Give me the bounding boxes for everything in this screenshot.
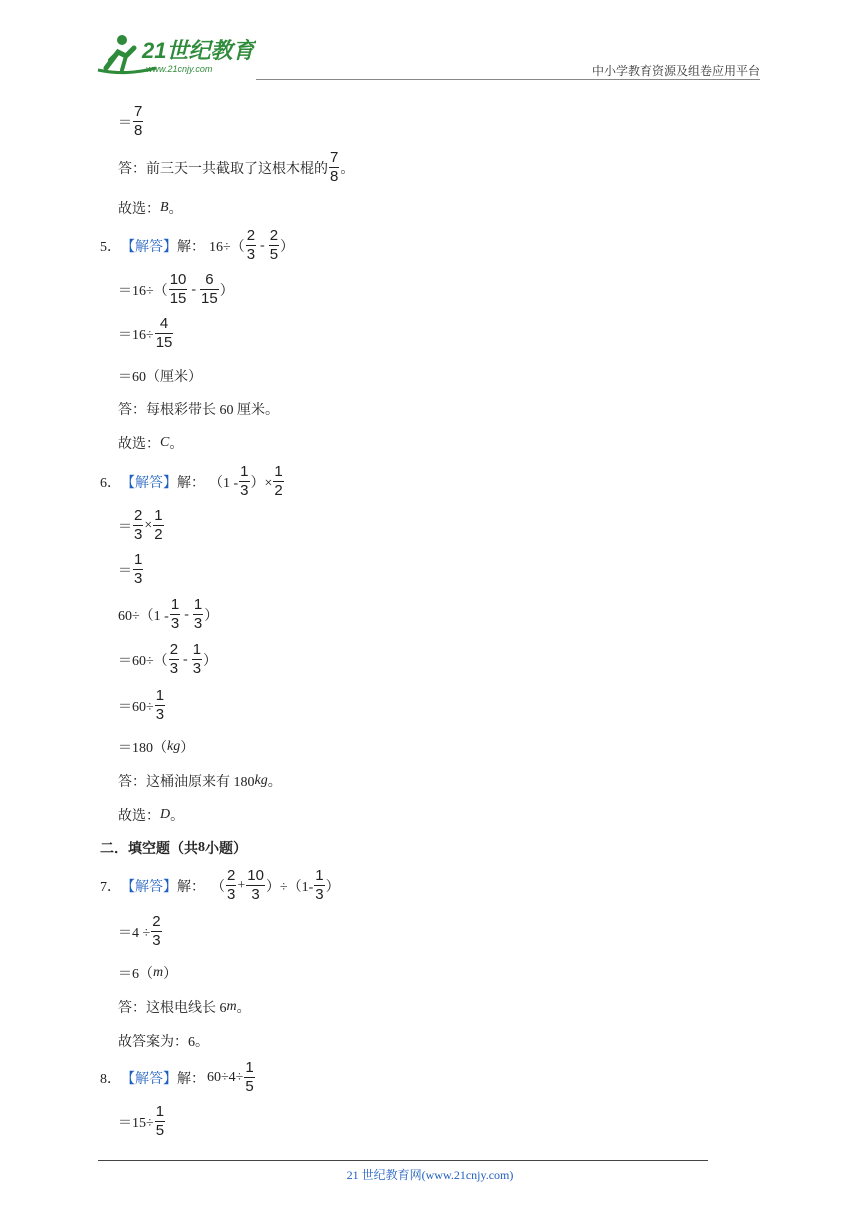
site-name: 中小学教育资源及组卷应用平台	[591, 64, 760, 78]
q6-line-1: 6． 【解答】 解： （1 - $\frac{1}{3}$ ）× $\frac{1}{2}$	[100, 463, 283, 499]
q6-line-4: 60÷（1 - $\frac{1}{3}$ - $\frac{1}{3}$ ）	[118, 596, 219, 632]
fraction: $\frac{2}{5}$	[269, 227, 279, 263]
q4-choice: 故选： B 。	[118, 200, 183, 217]
answer-tag: 【解答】	[121, 475, 177, 491]
equals: ＝	[118, 115, 132, 131]
fraction: $\frac{1}{2}$	[154, 507, 163, 543]
fraction: $\frac{7}{8}$	[330, 149, 339, 185]
fraction: $\frac{1}{3}$	[315, 867, 324, 903]
fraction: $\frac{1}{5}$	[155, 1103, 165, 1139]
fraction: $\frac{1}{3}$	[193, 596, 203, 632]
q5-line-2: ＝16÷（ $\frac{10}{15}$ - $\frac{6}{15}$ ）	[118, 271, 234, 307]
question-number: 6．	[100, 475, 121, 491]
fraction: $\frac{2}{3}$	[246, 227, 256, 263]
q6-choice: 故选： D 。	[118, 807, 185, 824]
fraction: $\frac{1}{3}$	[155, 687, 165, 723]
q4-line-1	[118, 104, 144, 139]
q6-line-5: ＝60÷（ $\frac{2}{3}$ - $\frac{1}{3}$ ）	[118, 641, 218, 677]
q7-answer: 答：这根电线长 6 m 。	[118, 999, 251, 1016]
answer-tag: 【解答】	[121, 1071, 177, 1087]
q5-answer: 答：每根彩带长 60 厘米。	[118, 403, 279, 418]
q8-line-2: ＝15÷ $\frac{1}{5}$	[118, 1103, 165, 1139]
fraction: $\frac{2}{3}$	[152, 913, 161, 949]
fraction: $\frac{4}{15}$	[155, 315, 173, 351]
section-title: 二．填空题（共 8 小题）	[100, 840, 247, 857]
fraction: $\frac{2}{3}$	[134, 507, 143, 543]
fraction: $\frac{2}{3}$	[227, 867, 236, 903]
fraction: $\frac{2}{3}$	[169, 641, 179, 677]
q6-line-7: ＝180（ kg ）	[118, 739, 195, 756]
fraction: $\frac{7}{8}$	[134, 103, 143, 139]
q5-line-3: ＝16÷ $\frac{4}{15}$	[118, 315, 173, 351]
q8-line-1: 8． 【解答】 解： 60÷4÷ $\frac{1}{5}$	[100, 1059, 254, 1095]
q5-line-1: 5． 【解答】 解： 16÷（ $\frac{2}{3}$ - $\frac{2}{5}$ ）	[100, 227, 295, 263]
q6-line-3: ＝ $\frac{1}{3}$	[118, 551, 143, 587]
site-logo	[96, 30, 256, 78]
q6-answer: 答：这桶油原来有 180 kg 。	[118, 773, 282, 790]
fraction: $\frac{1}{3}$	[192, 641, 202, 677]
q7-line-2: ＝4 ÷ $\frac{2}{3}$	[118, 913, 161, 949]
q4-answer: 答：前三天一共截取了这根木棍的 $\frac{7}{8}$ 。	[118, 149, 355, 185]
question-number: 8．	[100, 1071, 121, 1087]
footer-divider	[98, 1160, 708, 1161]
fraction: $\frac{1}{2}$	[274, 463, 283, 499]
question-number: 5．	[100, 239, 121, 255]
q5-line-4: ＝60（厘米）	[118, 370, 202, 385]
fraction: $\frac{10}{3}$	[247, 867, 264, 903]
fraction: $\frac{1}{5}$	[245, 1059, 254, 1095]
fraction: $\frac{10}{15}$	[169, 271, 187, 307]
svg-text:21世纪教育: 21世纪教育	[142, 38, 255, 63]
answer-tag: 【解答】	[121, 879, 177, 895]
header-divider	[256, 79, 760, 80]
question-number: 7．	[100, 879, 121, 895]
fraction: $\frac{1}{3}$	[134, 551, 143, 587]
answer-tag: 【解答】	[121, 239, 177, 255]
page-footer: 21 世纪教育网(www.21cnjy.com)	[346, 1168, 514, 1182]
fraction: $\frac{1}{3}$	[170, 596, 180, 632]
q6-line-6: ＝60÷ $\frac{1}{3}$	[118, 687, 165, 723]
q7-line-3: ＝6（ m ）	[118, 965, 178, 982]
q7-line-1: 7． 【解答】 解： （ $\frac{2}{3}$ + $\frac{10}{3}$ ）÷（1- $\frac{1}{3}$ ）	[100, 867, 340, 903]
svg-text:www.21cnjy.com: www.21cnjy.com	[146, 64, 213, 74]
page-header	[96, 30, 760, 80]
q7-fill: 故答案为：6。	[118, 1035, 209, 1050]
q5-choice: 故选： C 。	[118, 435, 184, 452]
fraction: $\frac{6}{15}$	[201, 271, 218, 307]
q6-line-2: ＝ $\frac{2}{3}$ × $\frac{1}{2}$	[118, 507, 163, 543]
fraction: $\frac{1}{3}$	[240, 463, 249, 499]
